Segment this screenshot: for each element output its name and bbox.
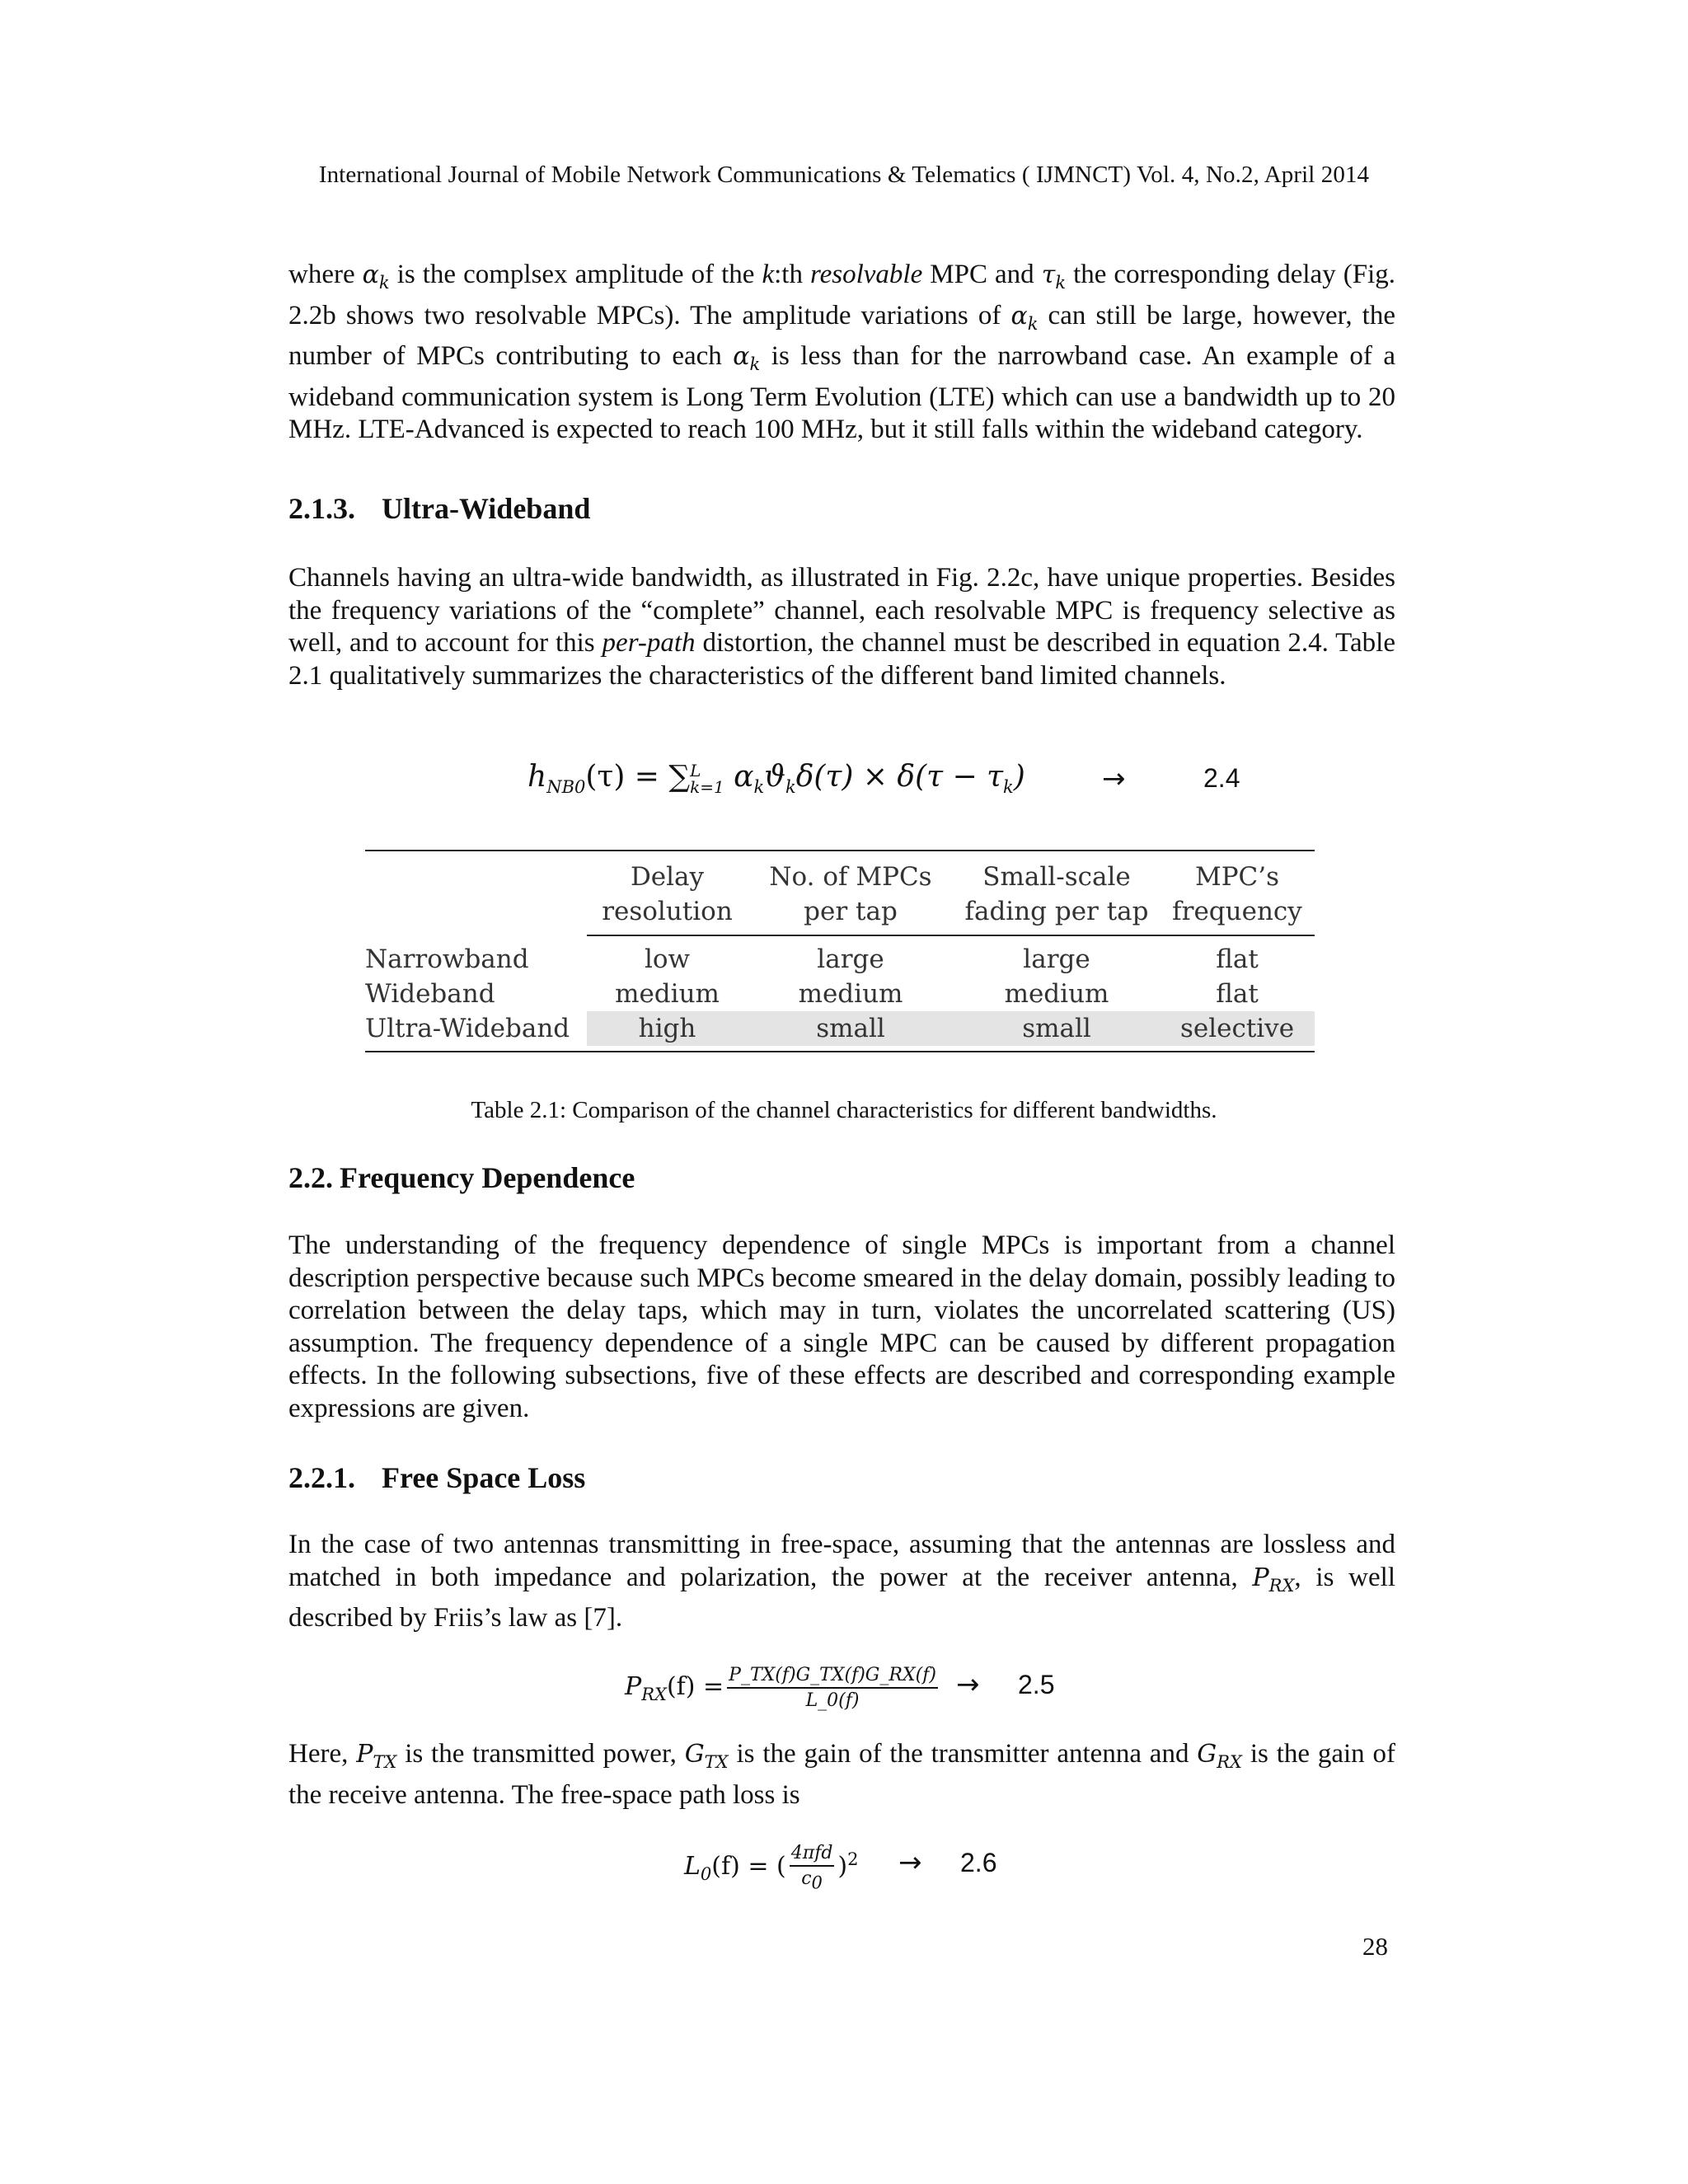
- equation-2-6: $L_0(f)$ = ( $\frac{\text{4πfd}}{c_0}$ )$^2$: [684, 1843, 859, 1893]
- table-cell: low: [644, 944, 691, 974]
- table-caption: Table 2.1: Comparison of the channel characteristics for different bandwidths.: [471, 1097, 1217, 1123]
- equation-number: 2.6: [960, 1848, 997, 1877]
- table-cell: medium: [615, 979, 720, 1009]
- right-arrow-icon: →: [956, 1668, 980, 1701]
- equation-2-4: $h_{NB0}(\tau)$ = ∑ L k=1 $\alpha_kϑ_k\delta(\tau) \times \delta(\tau - \tau_k)$: [528, 760, 1025, 798]
- table-cell: medium: [1004, 979, 1109, 1009]
- equation-2-5: $P_{RX}(f)$ = $\frac{P\_TX(f)G\_TX(f)G\_RX(f)}{L\_0(f)}$: [625, 1665, 936, 1711]
- table-cell: flat: [1216, 944, 1259, 974]
- fraction-numerator: 4πfd: [790, 1843, 835, 1867]
- table-cell: flat: [1216, 979, 1259, 1009]
- symbol-g-rx: $G_{RX}$: [1197, 1740, 1243, 1772]
- table-top-rule: [365, 850, 1315, 851]
- table-cell: large: [817, 944, 884, 974]
- section-heading-frequency-dependence: 2.2. Frequency Dependence: [288, 1161, 635, 1194]
- table-cell: selective: [1179, 1014, 1295, 1043]
- table-row-label-ultra-wideband: Ultra-Wideband: [365, 1014, 570, 1043]
- page-number: 28: [1362, 1932, 1388, 1961]
- table-bottom-rule: [365, 1051, 1315, 1052]
- fraction-denominator: L_0(f): [805, 1690, 860, 1711]
- table-header-small-scale-fading: Small-scale fading per tap: [964, 862, 1149, 926]
- paragraph-ultra-wideband: Channels having an ultra-wide bandwidth, as illustrated in Fig. 2.2c, have unique properties. Besides the frequency variations of the “complete” channel, each resolvable MPC is frequency selective as well, and to account for this per-path distortion, the channel must be described in equation 2.4. Table 2.1 qualitatively summarizes the characteristics of the different band limited channels.: [288, 563, 1395, 691]
- fraction: [790, 1843, 835, 1892]
- paragraph-wideband-continuation: where $\alpha_k$ is the complsex amplitude of the k:th resolvable MPC and $\tau_k$ the corresponding delay (Fig. 2.2b shows two resolvable MPCs). The amplitude variations of $\alpha_k$ can still be large, however, the number of MPCs contributing to each $\alpha_k$ is less than for the narrowband case. An example of a wideband communication system is Long Term Evolution (LTE) which can use a bandwidth up to 20 MHz. LTE-Advanced is expected to reach 100 MHz, but it still falls within the wideband category.: [288, 260, 1396, 444]
- fraction-numerator: P_TX(f)G_TX(f)G_RX(f): [727, 1665, 938, 1689]
- equation-number: 2.4: [1203, 763, 1240, 793]
- paragraph-free-space: In the case of two antennas transmitting in free-space, assuming that the antennas are lossless and matched in both impedance and polarization, the power at the receiver antenna, $P_{RX}$, is well described by Friis’s law as [7].: [288, 1530, 1395, 1633]
- equation-number: 2.5: [1018, 1670, 1055, 1699]
- table-row-label-narrowband: Narrowband: [365, 944, 529, 974]
- section-heading-ultra-wideband: 2.1.3. Ultra-Wideband: [288, 492, 591, 525]
- symbol-alpha-k: $\alpha_k$: [1010, 301, 1039, 334]
- table-header-delay-resolution: Delay resolution: [602, 862, 733, 926]
- symbol-tau-k: $\tau_k$: [1041, 260, 1067, 293]
- symbol-p-rx: $P_{RX}$: [1252, 1563, 1295, 1596]
- table-cell: small: [1022, 1014, 1091, 1043]
- table-row-label-wideband: Wideband: [365, 979, 495, 1009]
- fraction: [727, 1665, 938, 1711]
- paragraph-frequency-dependence: The understanding of the frequency dependence of single MPCs is important from a channel description perspective because such MPCs become smeared in the delay domain, possibly leading to correlation between the delay taps, which may in turn, violates the uncorrelated scattering (US) assumption. The frequency dependence of a single MPC can be caused by different propagation effects. In the following subsections, five of these effects are described and corresponding example expressions are given.: [288, 1230, 1395, 1423]
- table-header-rule: [587, 935, 1315, 936]
- right-arrow-icon: →: [1102, 762, 1126, 795]
- symbol-alpha-k: $\alpha_k$: [362, 260, 390, 293]
- journal-header: International Journal of Mobile Network Communications & Telematics ( IJMNCT) Vol. 4, No.2, April 2014: [318, 162, 1370, 188]
- table-header-mpcs-per-tap: No. of MPCs per tap: [769, 862, 932, 926]
- paragraph-friis-terms: Here, $P_{TX}$ is the transmitted power, $G_{TX}$ is the gain of the transmitter antenna and $G_{RX}$ is the gain of the receive antenna. The free-space path loss is: [288, 1739, 1395, 1810]
- symbol-p-tx: $P_{TX}$: [356, 1740, 397, 1772]
- table-header-mpc-frequency: MPC’s frequency: [1172, 862, 1302, 926]
- symbol-g-tx: $G_{TX}$: [684, 1740, 729, 1772]
- table-cell: medium: [798, 979, 903, 1009]
- section-heading-free-space-loss: 2.2.1. Free Space Loss: [288, 1461, 586, 1494]
- table-cell: high: [638, 1014, 696, 1043]
- table-cell: large: [1023, 944, 1090, 974]
- fraction-denominator: $c_0$: [801, 1868, 823, 1893]
- symbol-alpha-k: $\alpha_k$: [733, 342, 761, 374]
- right-arrow-icon: →: [898, 1846, 922, 1879]
- table-cell: small: [816, 1014, 885, 1043]
